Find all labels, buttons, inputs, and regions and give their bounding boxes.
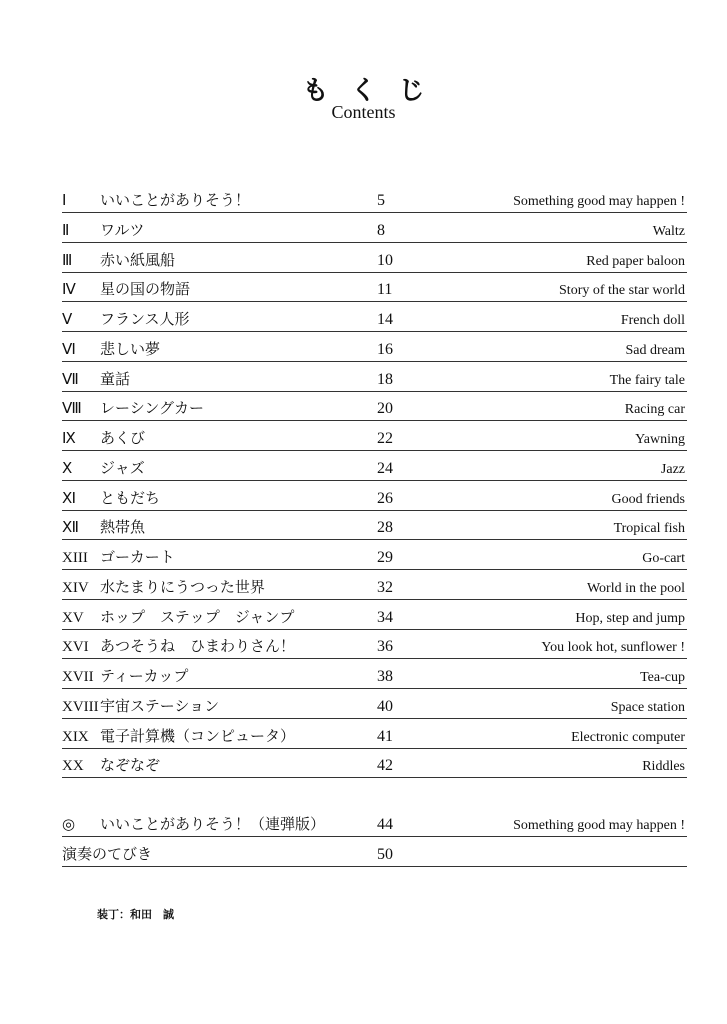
- entry-title-jp: いいことがありそう！: [100, 193, 251, 209]
- entry-title-jp: ジャズ: [100, 460, 145, 477]
- toc-entry: [62, 753, 687, 778]
- entry-number: XIII: [62, 550, 88, 566]
- entry-page: 44: [377, 816, 393, 833]
- entry-title-jp: 宇宙ステーション: [100, 698, 220, 715]
- toc-entry: [62, 248, 687, 273]
- entry-page: 24: [377, 459, 393, 477]
- entry-title-jp: 悲しい夢: [100, 341, 161, 358]
- entry-page: 5: [377, 192, 385, 209]
- entry-number: Ⅺ: [62, 490, 76, 507]
- entry-title-en: The fairy tale: [609, 372, 685, 388]
- entry-page: 41: [377, 727, 393, 745]
- entry-title-jp: 熱帯魚: [100, 520, 146, 537]
- entry-page: 16: [377, 340, 393, 358]
- entry-title-jp: なぞなぞ: [100, 758, 161, 775]
- entry-page: 42: [377, 757, 393, 775]
- entry-title-en: You look hot, sunflower !: [541, 640, 685, 656]
- entry-title-jp: レーシングカー: [100, 401, 205, 418]
- entry-number: XIX: [62, 728, 89, 745]
- entry-number: XVII: [62, 669, 94, 685]
- entry-title-jp: ワルツ: [100, 222, 145, 239]
- entry-number: Ⅻ: [62, 520, 79, 537]
- entry-title-en: Tea-cup: [640, 670, 685, 685]
- entry-title-jp: フランス人形: [100, 312, 190, 328]
- entry-title-en: Jazz: [660, 461, 685, 477]
- toc-entry: [62, 605, 687, 630]
- entry-number: XIV: [62, 579, 89, 596]
- entry-title-jp: 電子計算機（コンピュータ）: [100, 728, 296, 745]
- entry-title-jp: 星の国の物語: [100, 282, 191, 299]
- entry-title-en: Go-cart: [642, 551, 685, 566]
- page-subtitle: Contents: [331, 102, 396, 122]
- entry-page: 14: [377, 311, 393, 328]
- entry-title-jp: ともだち: [100, 490, 161, 507]
- toc-entry: [62, 456, 687, 481]
- entry-number: ◎: [62, 817, 76, 833]
- entry-number: Ⅸ: [62, 431, 76, 447]
- toc-entry: [62, 218, 687, 243]
- entry-title-en: Racing car: [624, 402, 685, 418]
- toc-entry: [62, 545, 687, 570]
- entry-number: Ⅹ: [62, 460, 73, 477]
- entry-page: 11: [377, 281, 393, 299]
- entry-title-en: Riddles: [642, 759, 685, 775]
- entry-title-en: Sad dream: [625, 342, 685, 358]
- entry-title-en: Electronic computer: [571, 729, 685, 745]
- toc-entry: [62, 812, 687, 837]
- toc-entry: [62, 426, 687, 451]
- entry-title-jp: あつそうね ひまわりさん！: [100, 639, 296, 656]
- entry-number: Ⅰ: [62, 193, 67, 209]
- entry-title-en: Waltz: [652, 223, 685, 239]
- toc-entry: [62, 694, 687, 719]
- entry-title-en: Something good may happen !: [513, 818, 685, 833]
- entry-title-en: Red paper baloon: [586, 253, 685, 269]
- toc-entry: [62, 307, 687, 332]
- entry-page: 36: [377, 638, 393, 656]
- toc-entry: [62, 575, 687, 600]
- entry-number: XVIII: [62, 698, 99, 715]
- page-title: もくじ: [302, 76, 447, 105]
- entry-title-jp: 演奏のてびき: [62, 846, 153, 863]
- toc-entry: [62, 664, 687, 689]
- toc-entry: [62, 634, 687, 659]
- entry-title-en: Tropical fish: [613, 521, 685, 537]
- entry-title-jp: ティーカップ: [100, 669, 189, 685]
- entry-page: 26: [377, 489, 393, 507]
- toc-entry: [62, 277, 687, 302]
- entry-title-jp: あくび: [100, 431, 146, 447]
- entry-page: 8: [377, 221, 385, 239]
- entry-page: 38: [377, 668, 393, 685]
- entry-page: 20: [377, 400, 393, 418]
- entry-page: 28: [377, 519, 393, 537]
- entry-number: XV: [62, 609, 84, 626]
- entry-page: 18: [377, 370, 393, 388]
- entry-number: Ⅳ: [62, 282, 76, 299]
- entry-title-en: Good friends: [611, 491, 685, 507]
- toc-entry: [62, 842, 687, 867]
- entry-page: 40: [377, 697, 393, 715]
- entry-page: 29: [377, 549, 393, 566]
- entry-number: Ⅶ: [62, 371, 79, 388]
- entry-title-en: Story of the star world: [559, 283, 685, 299]
- entry-page: 50: [377, 845, 393, 863]
- entry-title-en: French doll: [620, 313, 685, 328]
- entry-title-jp: ホップ ステップ ジャンプ: [100, 609, 295, 626]
- entry-number: XX: [62, 758, 84, 775]
- entry-page: 10: [377, 251, 393, 269]
- entry-title-jp: 水たまりにうつった世界: [100, 579, 265, 596]
- entry-number: XVI: [62, 639, 89, 656]
- toc-entry: [62, 396, 687, 421]
- toc-entry: [62, 724, 687, 749]
- entry-title-jp: 童話: [100, 371, 131, 388]
- entry-title-jp: ゴーカート: [100, 550, 175, 566]
- toc-entry: [62, 188, 687, 213]
- entry-page: 34: [377, 608, 393, 626]
- entry-title-en: World in the pool: [586, 580, 685, 596]
- entry-title-en: Hop, step and jump: [575, 610, 685, 626]
- entry-number: Ⅴ: [62, 312, 73, 328]
- entry-title-jp: いいことがありそう！（連弾版）: [100, 817, 326, 833]
- entry-title-jp: 赤い紙風船: [100, 252, 176, 269]
- entry-title-en: Yawning: [635, 432, 685, 447]
- credit: 装丁：和田 誠: [97, 909, 174, 921]
- entry-number: Ⅲ: [62, 252, 73, 269]
- entry-number: Ⅷ: [62, 401, 82, 418]
- toc-entry: [62, 337, 687, 362]
- entry-number: Ⅵ: [62, 341, 76, 358]
- toc-entry: [62, 367, 687, 392]
- entry-page: 22: [377, 430, 393, 447]
- toc-entry: [62, 515, 687, 540]
- entry-page: 32: [377, 578, 393, 596]
- entry-title-en: Space station: [610, 699, 685, 715]
- entry-number: Ⅱ: [62, 222, 70, 239]
- toc-entry: [62, 486, 687, 511]
- entry-title-en: Something good may happen !: [513, 194, 685, 209]
